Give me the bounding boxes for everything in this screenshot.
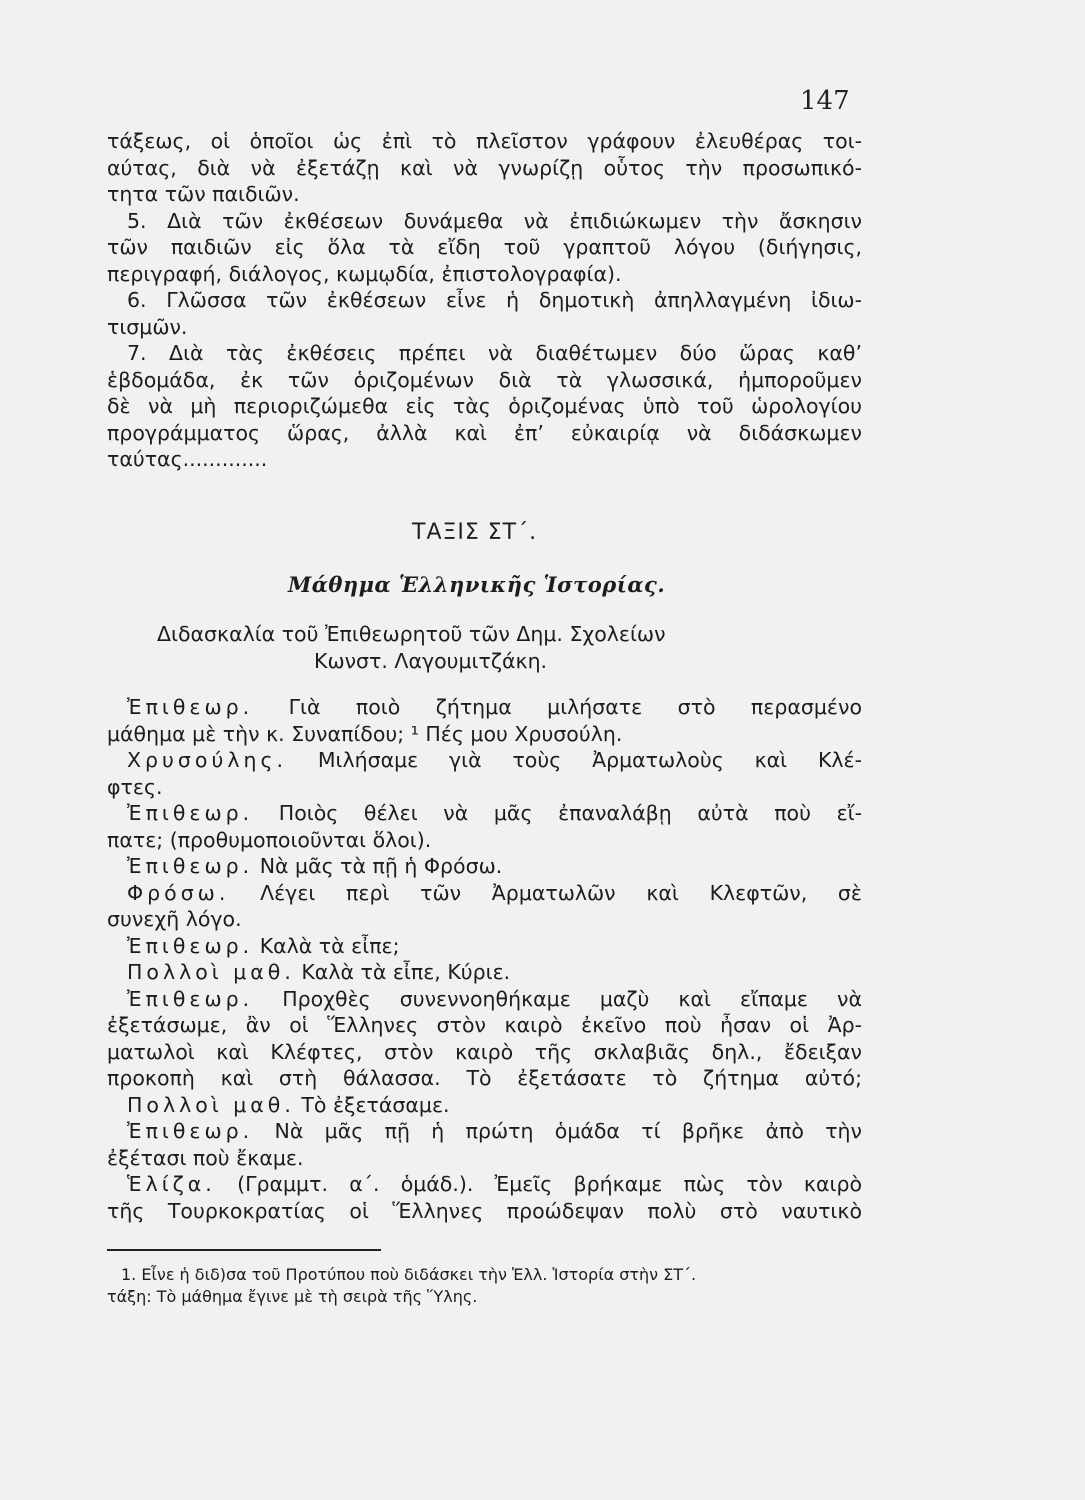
body-line: τισμῶν. bbox=[107, 314, 188, 339]
body-line: περιγραφή, διάλογος, κωμῳδία, ἐπιστολογραφία). bbox=[107, 261, 622, 286]
section-heading: ΤΑΞΙΣ ΣΤ΄. bbox=[412, 520, 538, 545]
dialogue-text: Γιὰ ποιὸ ζήτημα μιλήσατε στὸ περασμένο bbox=[253, 695, 862, 719]
dialogue-line bbox=[107, 1198, 862, 1225]
dialogue-text: Προχθὲς συνεννοηθήκαμε μαζὺ καὶ εἴπαμε νὰ bbox=[253, 986, 862, 1011]
dialogue-text: ἐξέτασι ποὺ ἔκαμε. bbox=[107, 1145, 304, 1170]
dialogue-text: Καλὰ τὰ εἶπε; bbox=[253, 933, 400, 958]
body-line: 7. Διὰ τὰς ἐκθέσεις πρέπει νὰ διαθέτωμεν δύο ὥρας καθ’ bbox=[127, 341, 862, 365]
dialogue-line bbox=[107, 1118, 862, 1145]
footnote-line: τάξη: Τὸ μάθημα ἔγινε μὲ τὴ σειρὰ τῆς Ὕλης. bbox=[107, 1287, 478, 1306]
speaker-label: Ἐπιθεωρ. bbox=[127, 695, 254, 719]
dialogue-line bbox=[107, 986, 862, 1013]
dialogue-text: (Γραμμτ. α΄. ὁμάδ.). Ἐμεῖς βρήκαμε πὼς τὸν καιρὸ bbox=[215, 1172, 862, 1196]
dialogue-line bbox=[107, 721, 862, 748]
dialogue-line bbox=[107, 1012, 862, 1039]
speaker-label: Πολλοὶ μαθ. bbox=[127, 1092, 295, 1117]
dialogue-line bbox=[107, 959, 862, 986]
body-line: δὲ νὰ μὴ περιοριζώμεθα εἰς τὰς ὁριζομένας ὑπὸ τοῦ ὡρολογίου bbox=[107, 394, 862, 418]
dialogue-text: Νὰ μᾶς τὰ πῇ ἡ Φρόσω. bbox=[253, 854, 503, 878]
dialogue-line bbox=[107, 1065, 862, 1092]
lesson-title: Μάθημα Ἑλληνικῆς Ἱστορίας. bbox=[288, 572, 666, 597]
body-line: ταύτας............. bbox=[107, 447, 268, 471]
body-text bbox=[107, 128, 862, 473]
dialogue-text: Λέγει περὶ τῶν Ἀρματωλῶν καὶ Κλεφτῶν, σὲ bbox=[229, 880, 862, 905]
dialogue-line bbox=[107, 1171, 862, 1198]
credit-line: Διδασκαλία τοῦ Ἐπιθεωρητοῦ τῶν Δημ. Σχολείων bbox=[157, 622, 666, 646]
speaker-label: Ἐπιθεωρ. bbox=[127, 801, 254, 825]
dialogue-line bbox=[107, 933, 862, 960]
dialogue-text: ἐξετάσωμε, ἂν οἱ Ἕλληνες στὸν καιρὸ ἐκεῖνο ποὺ ἦσαν οἱ Ἀρ- bbox=[107, 1013, 862, 1037]
body-line: προγράμματος ὥρας, ἀλλὰ καὶ ἐπ’ εὐκαιρίᾳ νὰ διδάσκωμεν bbox=[107, 420, 862, 445]
dialogue bbox=[107, 694, 862, 1224]
dialogue-text: τῆς Τουρκοκρατίας οἱ Ἕλληνες προώδεψαν πολὺ στὸ ναυτικὸ bbox=[107, 1198, 862, 1223]
speaker-label: Χρυσούλης. bbox=[127, 748, 287, 772]
dialogue-line bbox=[107, 880, 862, 907]
dialogue-text: προκοπὴ καὶ στὴ θάλασσα. Τὸ ἐξετάσατε τὸ ζήτημα αὐτό; bbox=[107, 1066, 862, 1090]
footnote bbox=[107, 1264, 862, 1308]
body-line: τητα τῶν παιδιῶν. bbox=[107, 182, 300, 206]
body-line: 5. Διὰ τῶν ἐκθέσεων δυνάμεθα νὰ ἐπιδιώκωμεν τὴν ἄσκησιν bbox=[127, 208, 862, 233]
dialogue-text: Ποιὸς θέλει νὰ μᾶς ἐπαναλάβῃ αὐτὰ ποὺ εἴ- bbox=[253, 801, 862, 825]
body-line: τῶν παιδιῶν εἰς ὅλα τὰ εἴδη τοῦ γραπτοῦ λόγου (διήγησις, bbox=[107, 235, 862, 259]
dialogue-text: πατε; (προθυμοποιοῦνται ὅλοι). bbox=[107, 827, 432, 852]
dialogue-text: ματωλοὶ καὶ Κλέφτες, στὸν καιρὸ τῆς σκλαβιᾶς δηλ., ἔδειξαν bbox=[107, 1039, 862, 1064]
speaker-label: Ἐπιθεωρ. bbox=[127, 854, 254, 878]
body-line: ἑβδομάδα, ἐκ τῶν ὁριζομένων διὰ τὰ γλωσσικά, ἠμποροῦμεν bbox=[107, 367, 862, 392]
dialogue-text: Μιλήσαμε γιὰ τοὺς Ἀρματωλοὺς καὶ Κλέ- bbox=[287, 748, 862, 772]
dialogue-line bbox=[107, 906, 862, 933]
footnote-line: 1. Εἶνε ἡ διδ)σα τοῦ Προτύπου ποὺ διδάσκει τὴν Ἑλλ. Ἱστορία στὴν ΣΤ΄. bbox=[121, 1265, 697, 1284]
speaker-label: Φρόσω. bbox=[127, 880, 230, 905]
dialogue-line bbox=[107, 1039, 862, 1066]
dialogue-line bbox=[107, 853, 862, 880]
dialogue-line bbox=[107, 1145, 862, 1172]
speaker-label: Ἐπιθεωρ. bbox=[127, 933, 254, 958]
dialogue-text: μάθημα μὲ τὴν κ. Συναπίδου; ¹ Πές μου Χρυσούλη. bbox=[107, 721, 623, 746]
dialogue-line bbox=[107, 774, 862, 801]
footnote-divider bbox=[107, 1249, 381, 1251]
dialogue-line bbox=[107, 827, 862, 854]
body-line: τάξεως, οἱ ὁποῖοι ὡς ἐπὶ τὸ πλεῖστον γράφουν ἐλευθέρας τοι- bbox=[107, 129, 862, 153]
dialogue-line bbox=[107, 800, 862, 827]
speaker-label: Ἐπιθεωρ. bbox=[127, 986, 254, 1011]
dialogue-line bbox=[107, 747, 862, 774]
dialogue-text: Νὰ μᾶς πῇ ἡ πρώτη ὁμάδα τί βρῆκε ἀπὸ τὴν bbox=[253, 1119, 862, 1143]
dialogue-text: συνεχῆ λόγο. bbox=[107, 907, 242, 931]
body-line: 6. Γλῶσσα τῶν ἐκθέσεων εἶνε ἡ δημοτικὴ ἀπηλλαγμένη ἰδιω- bbox=[127, 288, 862, 312]
body-line: αύτας, διὰ νὰ ἐξετάζῃ καὶ νὰ γνωρίζῃ οὗτος τὴν προσωπικό- bbox=[107, 155, 862, 180]
dialogue-line bbox=[107, 1092, 862, 1119]
dialogue-line bbox=[107, 694, 862, 721]
dialogue-text: Καλὰ τὰ εἶπε, Κύριε. bbox=[294, 960, 511, 984]
dialogue-text: Τὸ ἐξετάσαμε. bbox=[294, 1092, 450, 1117]
credit-line: Κωνστ. Λαγουμιτζάκη. bbox=[314, 649, 548, 673]
speaker-label: Ἐπιθεωρ. bbox=[127, 1119, 254, 1143]
dialogue-text: φτες. bbox=[107, 774, 163, 799]
speaker-label: Πολλοὶ μαθ. bbox=[127, 960, 295, 984]
speaker-label: Ἑλίζα. bbox=[127, 1172, 216, 1196]
page-number: 147 bbox=[800, 86, 850, 116]
